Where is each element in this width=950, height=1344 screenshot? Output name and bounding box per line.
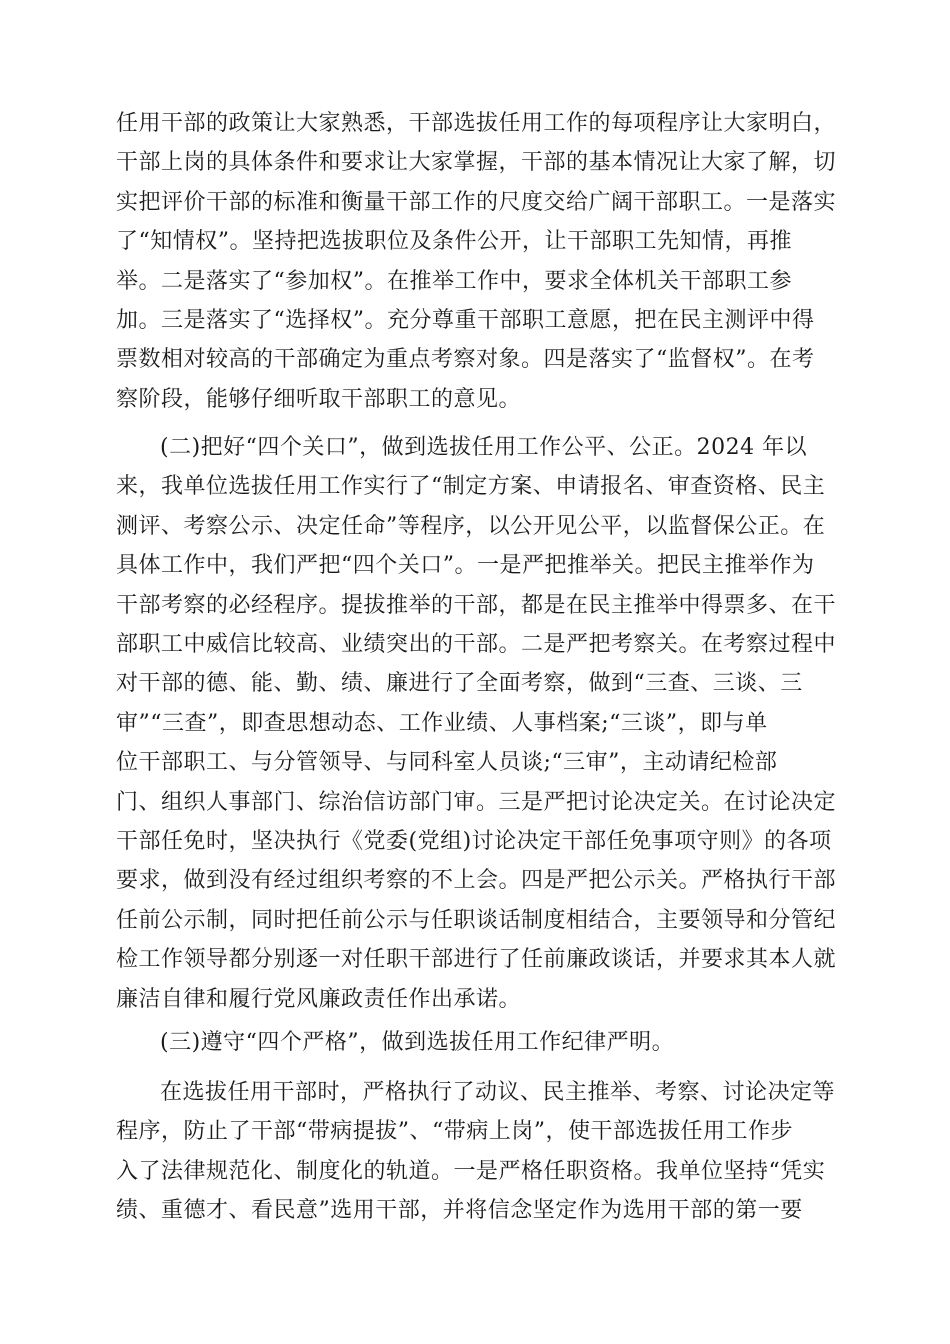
- paragraph-cadre-rights: [116, 104, 837, 419]
- text-line: 入了法律规范化、制度化的轨道。一是严格任职资格。我单位坚持“凭实: [116, 1158, 826, 1184]
- heading-text: [116, 1023, 834, 1062]
- text-line: 绩、重德才、看民意”选用干部，并将信念坚定作为选用干部的第一要: [116, 1198, 803, 1224]
- text-line: 位干部职工、与分管领导、与同科室人员谈;“三审”，主动请纪检部: [116, 750, 778, 776]
- text-line: (三)遵守“四个严格”，做到选拔任用工作纪律严明。: [160, 1030, 675, 1055]
- text-line: 部职工中威信比较高、业绩突出的干部。二是严把考察关。在考察过程中: [116, 632, 837, 658]
- text-line: 对干部的德、能、勤、绩、廉进行了全面考察，做到“三查、三谈、三: [116, 671, 803, 697]
- text-line: 要求，做到没有经过组织考察的不上会。四是严把公示关。严格执行干部: [116, 868, 837, 894]
- text-line: 程序，防止了干部“带病提拔”、“带病上岗”，使干部选拔任用工作步: [116, 1119, 793, 1145]
- paragraph-selection-discipline: [116, 1073, 834, 1231]
- text-line: 了“知情权”。坚持把选拔职位及条件公开，让干部职工先知情，再推: [116, 229, 792, 255]
- paragraph-body: [116, 1073, 834, 1231]
- text-line: 廉洁自律和履行党风廉政责任作出承诺。: [116, 986, 522, 1012]
- text-line: 加。三是落实了“选择权”。充分尊重干部职工意愿，把在民主测评中得: [116, 308, 815, 334]
- text-line: 在选拔任用干部时，严格执行了动议、民主推举、考察、讨论决定等: [160, 1080, 836, 1105]
- text-line: 干部任免时，坚决执行《党委(党组)讨论决定干部任免事项守则》的各项: [116, 829, 832, 855]
- paragraph-body: [116, 428, 837, 1019]
- paragraph-four-checkpoints: [116, 428, 837, 1019]
- text-line: 举。二是落实了“参加权”。在推举工作中，要求全体机关干部职工参: [116, 268, 792, 294]
- section-heading-four-strict: [116, 1023, 834, 1062]
- text-line: 干部考察的必经程序。提拔推举的干部，都是在民主推举中得票多、在干: [116, 592, 837, 618]
- text-line: 干部上岗的具体条件和要求让大家掌握，干部的基本情况让大家了解，切: [116, 150, 837, 176]
- text-line: 票数相对较高的干部确定为重点考察对象。四是落实了“监督权”。在考: [116, 347, 815, 373]
- text-line: 实把评价干部的标准和衡量干部工作的尺度交给广阔干部职工。一是落实: [116, 189, 837, 215]
- text-line: 具体工作中，我们严把“四个关口”。一是严把推举关。把民主推举作为: [116, 553, 815, 579]
- text-line: 审”“三查”，即查思想动态、工作业绩、人事档案;“三谈”，即与单: [116, 710, 768, 736]
- text-line: 任前公示制，同时把任前公示与任职谈话制度相结合，主要领导和分管纪: [116, 907, 837, 933]
- text-line: 门、组织人事部门、综治信访部门审。三是严把讨论决定关。在讨论决定: [116, 789, 837, 815]
- text-line: 测评、考察公示、决定任命”等程序，以公开见公平，以监督保公正。在: [116, 513, 826, 539]
- text-line: 检工作领导都分别逐一对任职干部进行了任前廉政谈话，并要求其本人就: [116, 947, 837, 973]
- paragraph-body: [116, 104, 837, 419]
- text-line: 来，我单位选拔任用工作实行了“制定方案、申请报名、审查资格、民主: [116, 474, 826, 500]
- text-line: (二)把好“四个关口”，做到选拔任用工作公平、公正。2024 年以: [160, 435, 808, 460]
- text-line: 察阶段，能够仔细听取干部职工的意见。: [116, 386, 522, 412]
- text-line: 任用干部的政策让大家熟悉，干部选拔任用工作的每项程序让大家明白，: [116, 111, 837, 136]
